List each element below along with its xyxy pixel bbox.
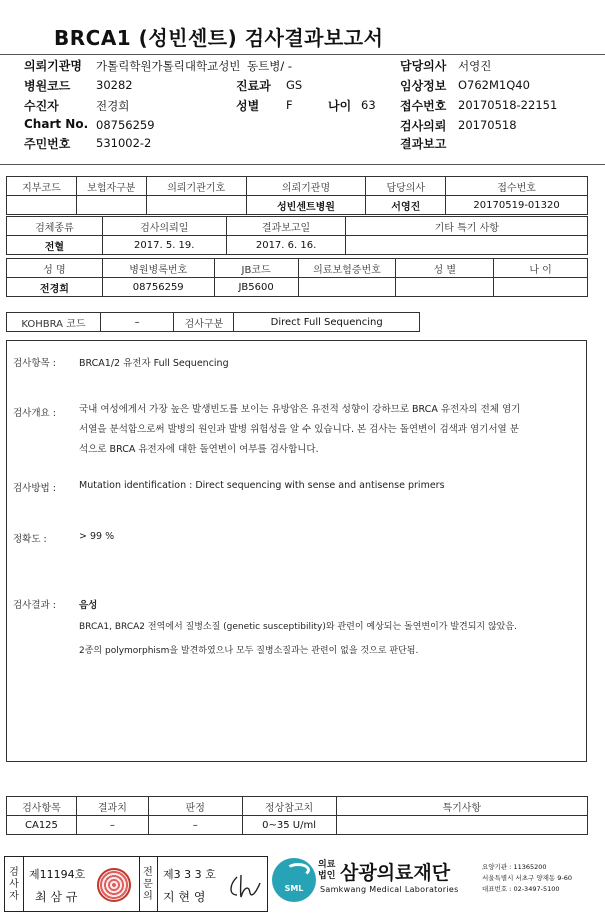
- label-attending-doctor: 담당의사: [400, 59, 447, 73]
- th-other-notes: 기타 특기 사항: [346, 217, 588, 236]
- tester-license-no: 제11194호: [29, 868, 86, 881]
- patient-id-table: [6, 258, 588, 297]
- td-age: [494, 278, 588, 297]
- signature-box: [4, 856, 268, 912]
- tester-vlabel-1: 검: [9, 867, 19, 878]
- official-seal: [97, 868, 131, 902]
- td-special-notes: [336, 816, 587, 835]
- label-department: 진료과: [236, 79, 271, 93]
- label-test-request: 검사의뢰: [400, 119, 447, 133]
- org-contact-phone: 대표번호 : 02-3497-5100: [482, 885, 560, 893]
- td-branch-code: [7, 196, 77, 215]
- th-jb-code: JB코드: [214, 259, 298, 278]
- td-institution-symbol: [146, 196, 246, 215]
- value-attending-doctor: 서영진: [458, 59, 492, 73]
- sml-logo-text: SML: [284, 884, 304, 893]
- result-line-2: 2종의 polymorphism을 발견하였으나 모두 질병소질과는 관련이 없을 것으로 판단됨.: [79, 646, 419, 656]
- marker-result-table: [6, 796, 588, 835]
- value-referring-institution-suffix: 동트병/ -: [247, 59, 293, 73]
- kohbra-table: [6, 312, 420, 332]
- org-contact: [482, 862, 572, 895]
- td-specimen-type: 전혈: [7, 236, 103, 255]
- kohbra-code-value: –: [100, 313, 174, 332]
- label-hospital-code: 병원코드: [24, 79, 71, 93]
- value-age: 63: [361, 98, 376, 112]
- td-hospital-record-no: 08756259: [102, 278, 214, 297]
- th-insurer-type: 보험자구분: [76, 177, 146, 196]
- label-referring-institution: 의뢰기관명: [24, 59, 82, 73]
- test-item-value: BRCA1/2 유전자 Full Sequencing: [79, 358, 229, 369]
- label-age: 나이: [328, 99, 352, 113]
- doctor-vlabel-1: 전: [143, 867, 153, 878]
- org-name: 삼광의료재단: [340, 862, 451, 884]
- th-special-notes: 특기사항: [336, 797, 587, 816]
- org-name-english: Samkwang Medical Laboratories: [320, 885, 459, 894]
- specimen-info-table: [6, 216, 588, 255]
- overview-line-2: 서열을 분석함으로써 발병의 원인과 발병 위험성을 알 수 있습니다. 본 검사는 돌연변이 검색과 염기서열 분: [79, 424, 519, 435]
- value-receipt-number: 20170518-22151: [458, 98, 558, 112]
- doctor-vertical-label: [141, 867, 155, 903]
- td-insurance-no: [298, 278, 396, 297]
- td-request-date: 2017. 5. 19.: [102, 236, 226, 255]
- td-name: 전경희: [7, 278, 103, 297]
- kohbra-code-label: KOHBRA 코드: [7, 313, 101, 332]
- label-chart-no: Chart No.: [24, 117, 89, 131]
- doctor-vlabel-3: 의: [143, 891, 153, 902]
- label-result-report: 결과보고: [400, 137, 447, 151]
- td-result-value: –: [76, 816, 148, 835]
- td-other-notes: [346, 236, 588, 255]
- method-value: Mutation identification : Direct sequencing with sense and antisense primers: [79, 480, 445, 491]
- overview-text: [79, 400, 584, 460]
- th-judgement: 판정: [148, 797, 242, 816]
- org-contact-address: 서울특별시 서초구 양재동 9-60: [482, 874, 573, 882]
- td-receipt-number: 20170519-01320: [446, 196, 588, 215]
- method-label: 검사방법 :: [13, 483, 56, 494]
- th-hospital-record-no: 병원병록번호: [102, 259, 214, 278]
- accuracy-label: 정확도 :: [13, 534, 47, 545]
- result-content-box: [6, 340, 587, 762]
- value-department: GS: [286, 78, 303, 92]
- value-test-request: 20170518: [458, 118, 517, 132]
- value-sex: F: [286, 98, 293, 112]
- tester-vertical-label: [7, 867, 21, 903]
- td-reference-range: 0~35 U/ml: [242, 816, 336, 835]
- th-receipt-number: 접수번호: [446, 177, 588, 196]
- td-sex: [396, 278, 494, 297]
- doctor-license-no: 제3 3 3 호: [163, 868, 216, 881]
- value-clinical-info: O762M1Q40: [458, 78, 530, 92]
- value-chart-no: 08756259: [96, 118, 155, 132]
- test-category-label: 검사구분: [174, 313, 234, 332]
- test-item-label: 검사항목 :: [13, 358, 56, 369]
- label-resident-number: 주민번호: [24, 137, 71, 151]
- td-report-date: 2017. 6. 16.: [226, 236, 346, 255]
- result-title: 음성: [79, 600, 98, 611]
- value-hospital-code: 30282: [96, 78, 133, 92]
- result-line-1: BRCA1, BRCA2 전역에서 질병소질 (genetic susceptibility)와 관련이 예상되는 돌연변이가 발견되지 않았음.: [79, 622, 517, 632]
- td-institution-name: 성빈센트병원: [246, 196, 366, 215]
- th-branch-code: 지부코드: [7, 177, 77, 196]
- th-specimen-type: 검체종류: [7, 217, 103, 236]
- value-patient: 전경희: [96, 99, 130, 113]
- header-divider-top: [0, 54, 605, 55]
- overview-line-3: 석으로 BRCA 유전자에 대한 돌연변이 여부를 검사합니다.: [79, 444, 319, 455]
- th-sex: 성 별: [396, 259, 494, 278]
- th-result-value: 결과치: [76, 797, 148, 816]
- th-doctor: 담당의사: [366, 177, 446, 196]
- report-title: BRCA1 (성빈센트) 검사결과보고서: [54, 26, 384, 50]
- td-jb-code: JB5600: [214, 278, 298, 297]
- value-referring-institution: 가톨릭학원가톨릭대학교성빈: [96, 59, 241, 73]
- doctor-vlabel-2: 문: [143, 879, 153, 890]
- tester-vlabel-2: 사: [9, 879, 19, 890]
- overview-label: 검사개요 :: [13, 408, 56, 419]
- label-patient: 수진자: [24, 99, 59, 113]
- td-judgement: –: [148, 816, 242, 835]
- org-type-2: 법인: [318, 871, 336, 881]
- tester-vlabel-3: 자: [9, 891, 19, 902]
- value-resident-number: 531002-2: [96, 136, 152, 150]
- th-name: 성 명: [7, 259, 103, 278]
- th-report-date: 결과보고일: [226, 217, 346, 236]
- org-type-1: 의료: [318, 860, 336, 870]
- header-divider-bottom: [0, 164, 605, 165]
- result-label: 검사결과 :: [13, 600, 56, 611]
- label-sex: 성별: [236, 99, 260, 113]
- doctor-signature: [227, 871, 263, 901]
- td-doctor: 서영진: [366, 196, 446, 215]
- label-receipt-number: 접수번호: [400, 99, 447, 113]
- th-insurance-no: 의료보험증번호: [298, 259, 396, 278]
- td-insurer-type: [76, 196, 146, 215]
- th-institution-symbol: 의뢰기관기호: [146, 177, 246, 196]
- overview-line-1: 국내 여성에게서 가장 높은 발생빈도를 보이는 유방암은 유전적 성향이 강하므로 BRCA 유전자의 전체 염기: [79, 404, 521, 415]
- label-clinical-info: 임상정보: [400, 79, 447, 93]
- accuracy-value: > 99 %: [79, 531, 115, 542]
- patient-info-table: [6, 176, 588, 215]
- test-category-value: Direct Full Sequencing: [234, 313, 420, 332]
- th-request-date: 검사의뢰일: [102, 217, 226, 236]
- td-test-item: CA125: [7, 816, 77, 835]
- sml-logo-icon: [272, 858, 316, 902]
- result-text: [79, 617, 584, 661]
- org-contact-code: 요양기관 : 11365200: [482, 863, 547, 871]
- org-type-label: [318, 860, 335, 882]
- th-institution-name: 의뢰기관명: [246, 177, 366, 196]
- tester-name: 최 삼 규: [35, 890, 78, 904]
- th-test-item: 검사항목: [7, 797, 77, 816]
- th-age: 나 이: [494, 259, 588, 278]
- th-reference-range: 정상참고치: [242, 797, 336, 816]
- doctor-name: 지 현 영: [163, 890, 206, 904]
